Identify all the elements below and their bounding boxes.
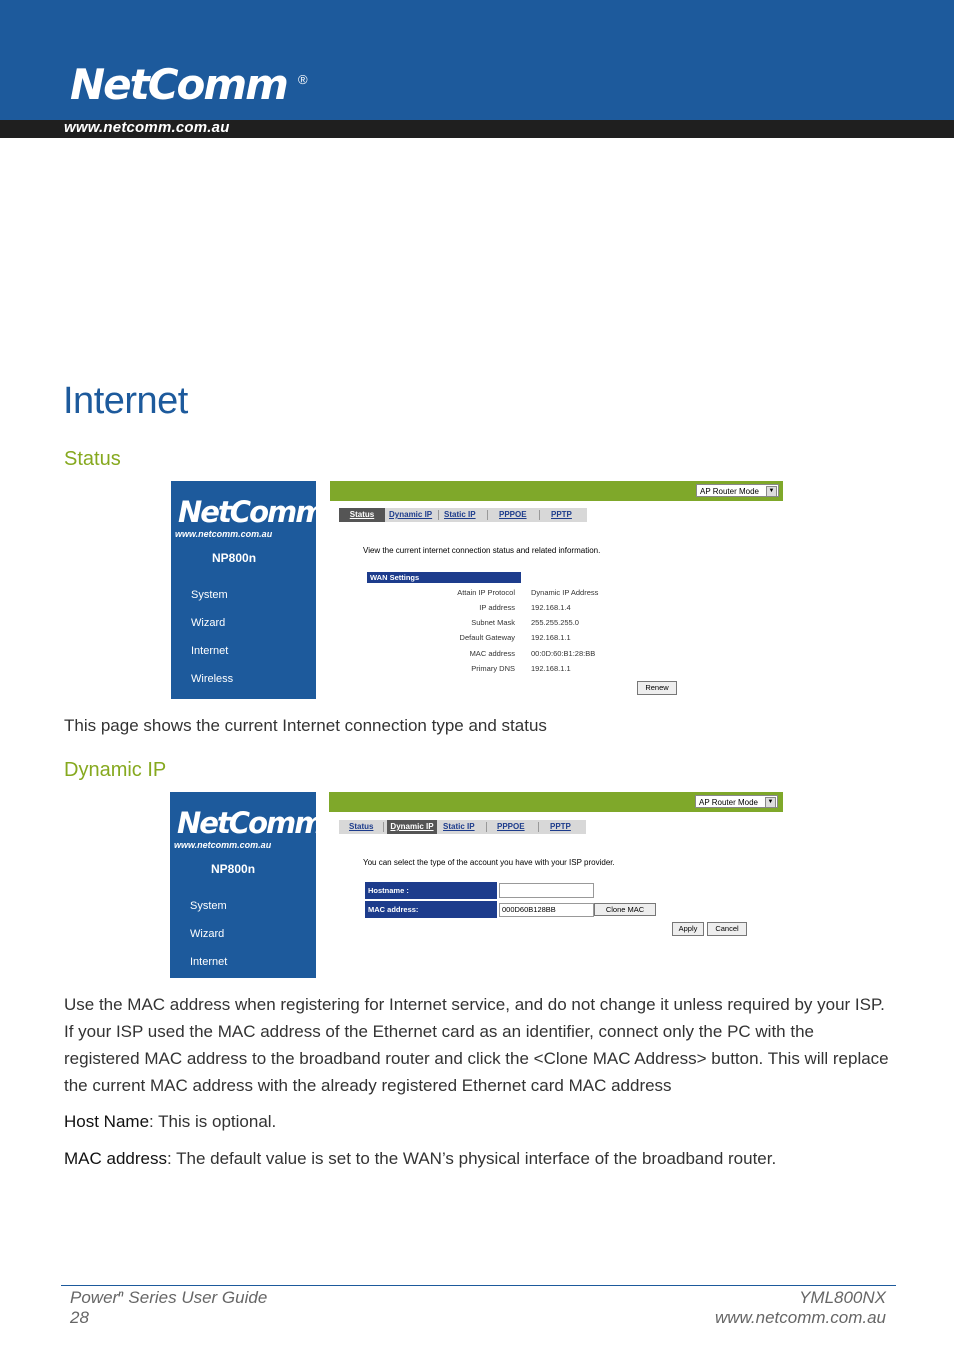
section-heading-dynamic-ip: Dynamic IP — [64, 759, 167, 781]
tab-pppoe[interactable]: PPPOE — [499, 510, 527, 519]
tab-bar — [339, 820, 586, 834]
mac-address-input[interactable]: 000D60B128BB — [499, 903, 594, 917]
tab-separator — [539, 510, 540, 520]
dynamic-ip-screenshot — [170, 792, 783, 978]
footer-rule — [61, 1285, 896, 1286]
tab-pptp[interactable]: PPTP — [551, 510, 572, 519]
tab-pptp[interactable]: PPTP — [550, 822, 571, 831]
tab-static-ip[interactable]: Static IP — [444, 510, 476, 519]
mode-select-value: AP Router Mode — [699, 798, 758, 807]
cancel-button[interactable]: Cancel — [707, 922, 747, 936]
chevron-down-icon: ▼ — [766, 486, 777, 497]
router-sidebar — [170, 792, 323, 978]
router-model: NP800n — [211, 862, 256, 876]
router-logo: NetComm — [178, 495, 324, 529]
row-value-protocol: Dynamic IP Address — [531, 588, 599, 597]
dynamic-intro-text: You can select the type of the account you have with your ISP provider. — [363, 858, 615, 867]
tab-separator — [486, 822, 487, 832]
tab-status[interactable]: Status — [349, 822, 374, 831]
menu-item-wireless[interactable]: Wireless — [191, 673, 234, 685]
footer-model: YML800NX — [799, 1288, 886, 1307]
status-caption: This page shows the current Internet connection type and status — [64, 716, 547, 735]
tab-bar — [339, 508, 587, 522]
mac-address-note — [64, 1145, 776, 1172]
footer-brand-sup: n — [118, 1288, 124, 1299]
row-label-protocol: Attain IP Protocol — [457, 588, 515, 597]
menu-item-system[interactable]: System — [191, 589, 228, 601]
registered-mark: ® — [298, 72, 308, 87]
tab-status[interactable]: Status — [339, 508, 385, 522]
row-value-ip: 192.168.1.4 — [531, 603, 571, 612]
footer-guide-rest: Series User Guide — [123, 1288, 268, 1307]
header-url: www.netcomm.com.au — [64, 119, 230, 136]
menu-item-wizard[interactable]: Wizard — [191, 617, 226, 629]
row-value-gateway: 192.168.1.1 — [531, 633, 571, 642]
host-name-text: : This is optional. — [149, 1112, 277, 1131]
footer-page-number: 28 — [70, 1308, 89, 1327]
mac-explanation-paragraph: Use the MAC address when registering for Internet service, and do not change it unless required by your ISP. If your ISP used the MAC address of the Ethernet card as an identifier, connect only the PC with the registered MAC address to the broadband router and click the <Clone MAC Address> button. This will replace the current MAC address with the already registered Ethernet card MAC address — [64, 995, 889, 1095]
menu-item-internet[interactable]: Internet — [190, 956, 228, 968]
mac-address-term: MAC address — [64, 1149, 167, 1168]
tab-separator — [438, 510, 439, 520]
footer-brand: Power — [70, 1288, 119, 1307]
clone-mac-button[interactable]: Clone MAC — [594, 903, 656, 916]
netcomm-logo: NetComm — [70, 60, 287, 109]
router-model: NP800n — [212, 551, 257, 565]
row-label-ip: IP address — [479, 603, 515, 612]
menu-item-internet[interactable]: Internet — [191, 645, 229, 657]
row-label-dns: Primary DNS — [471, 664, 515, 673]
router-logo-url: www.netcomm.com.au — [174, 840, 272, 850]
host-name-term: Host Name — [64, 1112, 150, 1131]
menu-item-system[interactable]: System — [190, 900, 227, 912]
row-label-gateway: Default Gateway — [459, 633, 515, 642]
menu-item-wizard[interactable]: Wizard — [190, 928, 225, 940]
host-name-note — [64, 1108, 276, 1135]
row-value-mac: 00:0D:60:B1:28:BB — [531, 649, 596, 658]
tab-pppoe[interactable]: PPPOE — [497, 822, 525, 831]
row-value-subnet: 255.255.255.0 — [531, 618, 579, 627]
mac-address-label: MAC address: — [365, 901, 497, 918]
hostname-label: Hostname : — [365, 882, 497, 899]
tab-dynamic-ip[interactable]: Dynamic IP — [387, 820, 437, 834]
tab-separator — [538, 822, 539, 832]
apply-button[interactable]: Apply — [672, 922, 704, 936]
row-value-dns: 192.168.1.1 — [531, 664, 571, 673]
router-sidebar — [171, 481, 324, 699]
hostname-input[interactable] — [499, 883, 594, 898]
renew-button[interactable]: Renew — [637, 681, 677, 695]
page-title: Internet — [63, 380, 188, 422]
router-logo: NetComm — [177, 806, 323, 840]
tab-static-ip[interactable]: Static IP — [443, 822, 475, 831]
wan-settings-header: WAN Settings — [367, 572, 521, 583]
row-label-subnet: Subnet Mask — [471, 618, 515, 627]
mode-select[interactable] — [696, 484, 779, 497]
mode-select[interactable] — [695, 795, 778, 808]
tab-dynamic-ip[interactable]: Dynamic IP — [389, 510, 433, 519]
section-heading-status: Status — [64, 448, 121, 470]
mac-address-text: : The default value is set to the WAN’s physical interface of the broadband router. — [166, 1149, 777, 1168]
footer-url: www.netcomm.com.au — [715, 1308, 886, 1327]
tab-separator — [383, 822, 384, 832]
row-label-mac: MAC address — [469, 649, 515, 658]
status-screenshot — [171, 481, 783, 699]
mode-select-value: AP Router Mode — [700, 487, 759, 496]
chevron-down-icon: ▼ — [765, 797, 776, 808]
footer-guide-title — [70, 1288, 267, 1308]
router-logo-url: www.netcomm.com.au — [175, 529, 273, 539]
tab-separator — [487, 510, 488, 520]
status-intro-text: View the current internet connection status and related information. — [363, 546, 601, 555]
